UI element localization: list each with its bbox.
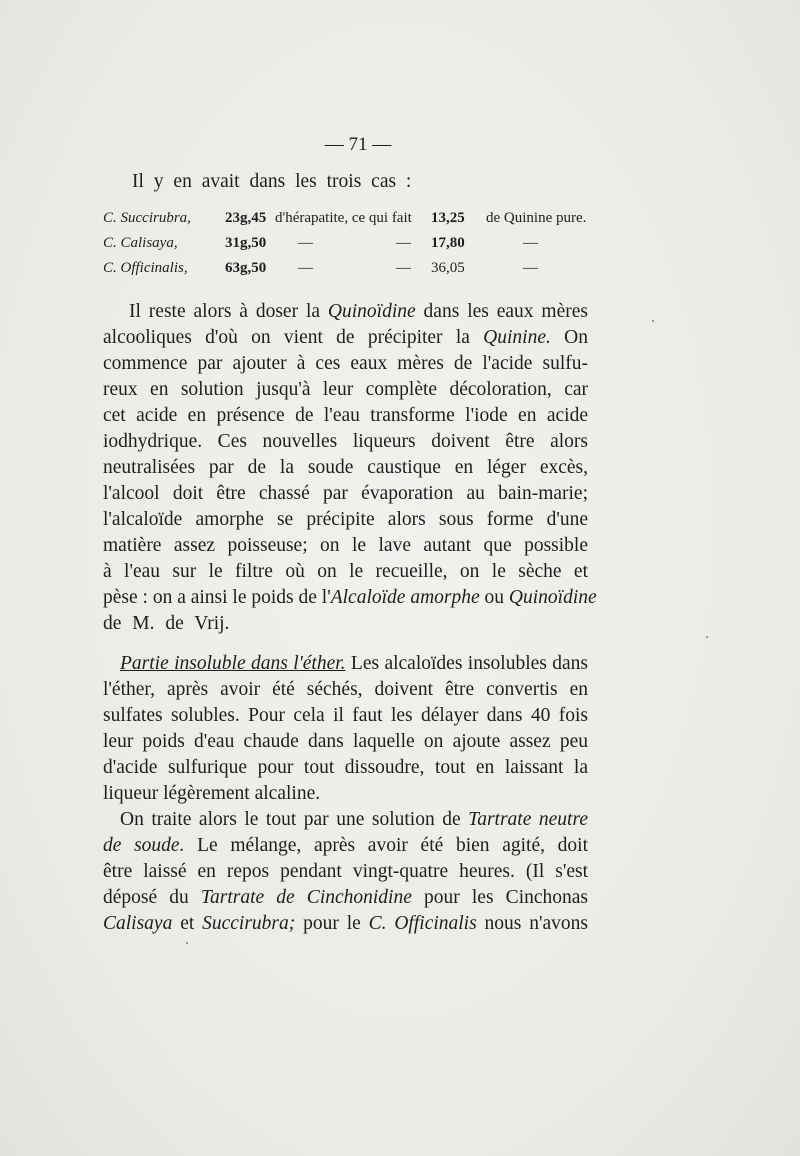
text-line: Calisaya et Succirubra; pour le C. Officinalis nous n'avons [103,913,588,934]
row-name: C. Officinalis, [103,260,188,276]
text-line: l'alcool doit être chassé par évaporation au bain-marie; [103,483,588,504]
row-dash: — [396,235,411,251]
text-line: liqueur légèrement alcaline. [103,783,321,804]
paper-speck [186,942,188,944]
table-row [103,260,603,284]
text-line: leur poids d'eau chaude dans laquelle on ajoute assez peu [103,731,588,752]
term-tartrate-cinchonidine: Tartrate de Cinchonidine [200,887,412,908]
term-c-officinalis: C. Officinalis [368,913,477,934]
text-line: cet acide en présence de l'eau transforme l'iode en acide [103,405,588,426]
text-line: sulfates solubles. Pour cela il faut les délayer dans 40 fois [103,705,588,726]
text-line: commence par ajouter à ces eaux mères de l'acide sulfu- [103,353,588,374]
text-line: Partie insoluble dans l'éther. Les alcaloïdes insolubles dans [120,653,588,674]
row-value: 17,80 [431,235,465,251]
table-row [103,210,603,234]
intro-line: Il y en avait dans les trois cas : [132,171,412,192]
row-value: 36,05 [431,260,465,276]
text-line: d'acide sulfurique pour tout dissoudre, tout en laissant la [103,757,588,778]
row-name: C. Succirubra, [103,210,191,226]
text-line: l'alcaloïde amorphe se précipite alors sous forme d'une [103,509,588,530]
row-dash: — [396,260,411,276]
text-line: reux en solution jusqu'à leur complète décoloration, car [103,379,588,400]
term-de-soude: de soude. [103,835,185,856]
text-line: Il reste alors à doser la Quinoïdine dans les eaux mères [129,301,588,322]
text-line: On traite alors le tout par une solution de Tartrate neutre [120,809,588,830]
row-dash: — [298,235,313,251]
term-quinoidine: Quinoïdine [327,301,416,322]
row-tail: de Quinine pure. [486,210,587,226]
text-line: l'éther, après avoir été séchés, doivent être convertis en [103,679,588,700]
paper-speck [706,636,708,638]
term-quinine: Quinine. [483,327,551,348]
term-calisaya: Calisaya [103,913,173,934]
text-line: alcooliques d'où on vient de précipiter la Quinine. On [103,327,588,348]
text-line: iodhydrique. Ces nouvelles liqueurs doivent être alors [103,431,588,452]
row-dash: — [523,235,538,251]
row-value: 13,25 [431,210,465,226]
text-line: pèse : on a ainsi le poids de l'Alcaloïde amorphe ou Quinoïdine [103,587,597,608]
row-weight: 63g,50 [225,260,267,276]
text-line: de soude. Le mélange, après avoir été bien agité, doit [103,835,588,856]
term-quinoidine: Quinoïdine [508,587,597,608]
term-succirubra: Succirubra; [202,913,296,934]
row-dash: — [298,260,313,276]
term-alcaloide-amorphe: Alcaloïde amorphe [330,587,480,608]
text-line: de M. de Vrij. [103,613,230,634]
text-line: neutralisées par de la soude caustique en léger excès, [103,457,588,478]
row-weight: 23g,45 [225,210,267,226]
term-tartrate-neutre: Tartrate neutre [468,809,588,830]
row-description: d'hérapatite, ce qui fait [275,210,412,226]
row-dash: — [523,260,538,276]
section-heading: Partie insoluble dans l'éther. [120,653,346,674]
text-line: à l'eau sur le filtre où on le recueille, on le sèche et [103,561,588,582]
text-line: matière assez poisseuse; on le lave autant que possible [103,535,588,556]
paper-speck [652,320,654,322]
row-name: C. Calisaya, [103,235,178,251]
row-weight: 31g,50 [225,235,267,251]
text-line: déposé du Tartrate de Cinchonidine pour les Cinchonas [103,887,589,908]
table-row [103,235,603,259]
page-number: — 71 — [324,134,392,155]
text-line: être laissé en repos pendant vingt-quatre heures. (Il s'est [103,861,588,882]
